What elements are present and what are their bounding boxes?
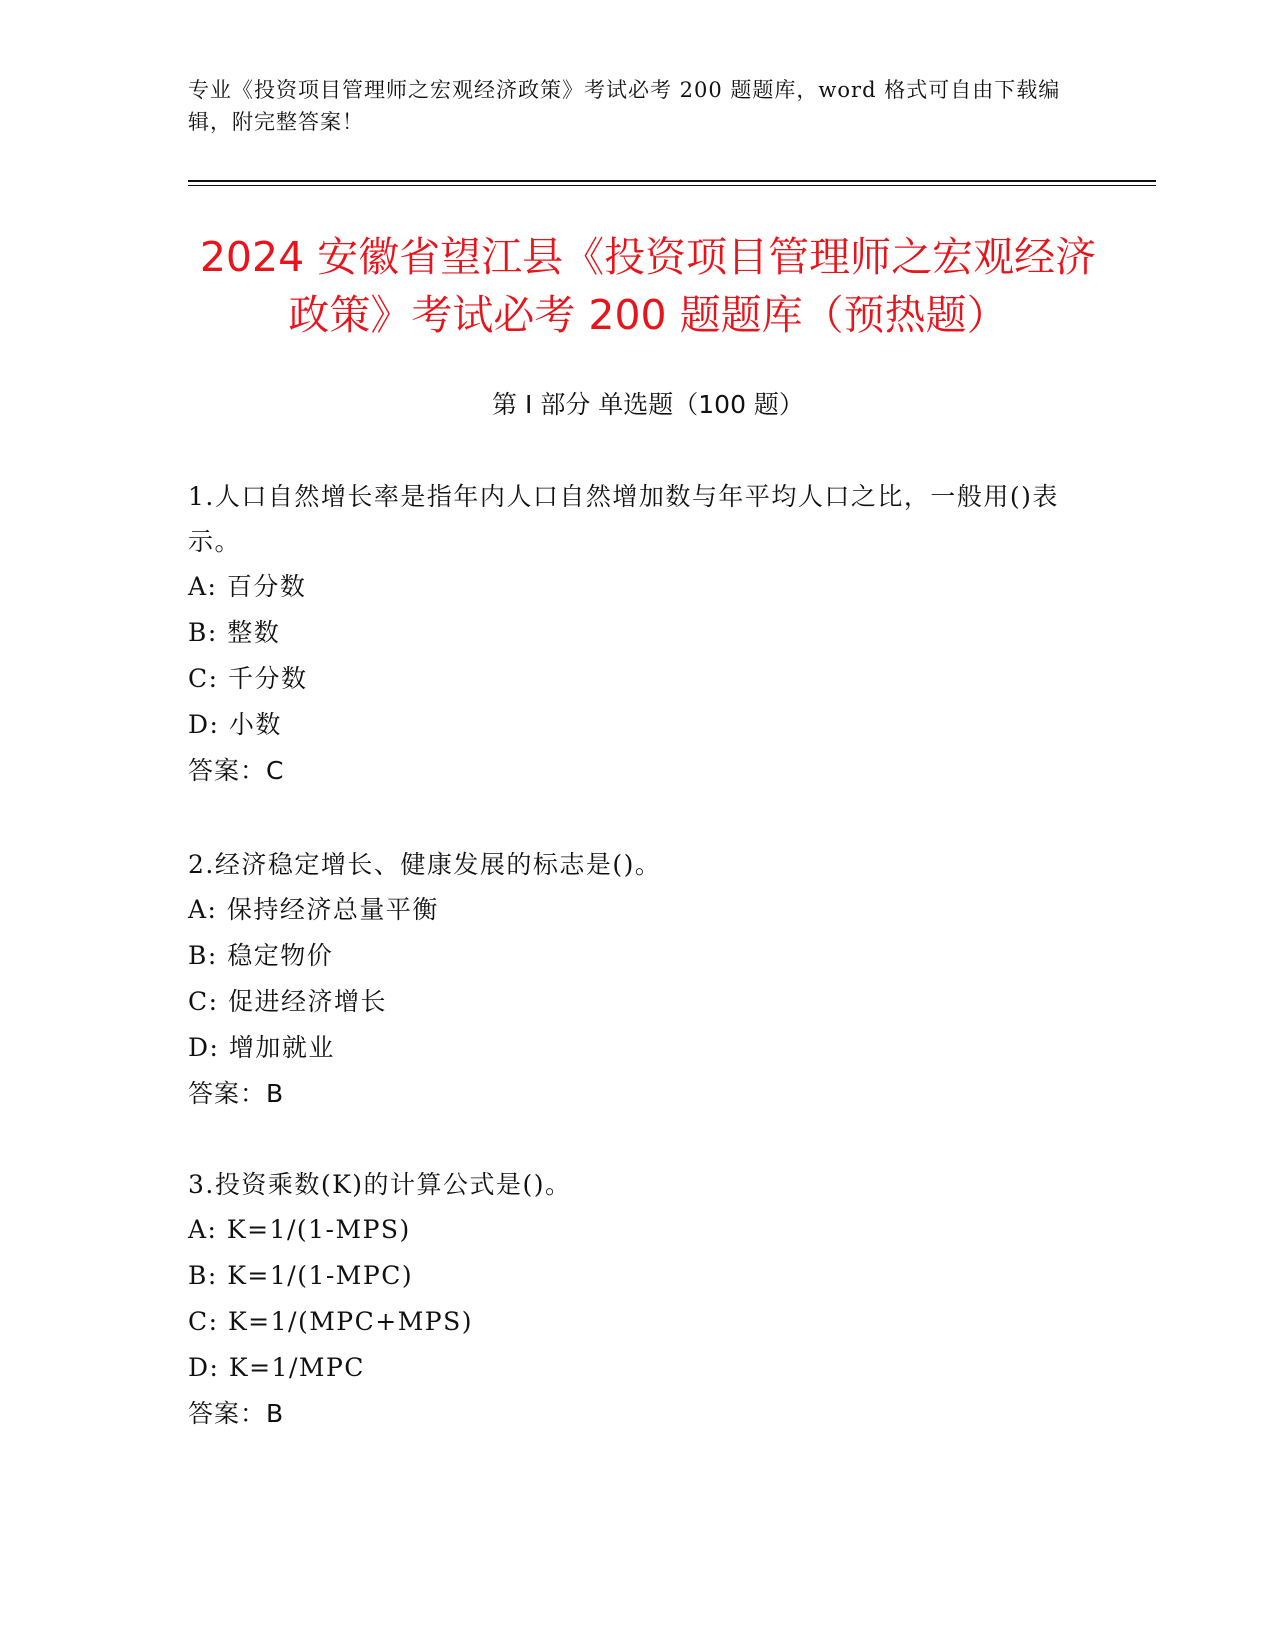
answer-line: 答案：B (188, 1399, 285, 1428)
option-b: B: K=1/(1-MPC) (188, 1261, 414, 1290)
option-c: C: 千分数 (188, 664, 308, 693)
option-a: A: K=1/(1-MPS) (188, 1215, 411, 1244)
option-c: C: 促进经济增长 (188, 987, 387, 1016)
answer-line: 答案：B (188, 1079, 285, 1108)
question-block (188, 842, 1088, 1117)
header-divider-thick (188, 180, 1156, 182)
question-stem: 3.投资乘数(K)的计算公式是()。 (188, 1170, 572, 1199)
question-block (188, 474, 1088, 794)
question-block (188, 1162, 1088, 1437)
option-a: A: 百分数 (188, 572, 307, 601)
header-divider-thin (188, 185, 1156, 186)
question-stem: 2.经济稳定增长、健康发展的标志是()。 (188, 850, 662, 879)
option-d: D: 小数 (188, 710, 282, 739)
answer-line: 答案：C (188, 756, 285, 785)
option-d: D: K=1/MPC (188, 1353, 365, 1382)
option-c: C: K=1/(MPC+MPS) (188, 1307, 473, 1336)
document-title: 2024 安徽省望江县《投资项目管理师之宏观经济政策》考试必考 200 题题库（预热题） (199, 233, 1097, 339)
question-stem: 1.人口自然增长率是指年内人口自然增加数与年平均人口之比，一般用()表示。 (188, 482, 1059, 556)
option-d: D: 增加就业 (188, 1033, 335, 1062)
section-title: 第 I 部分 单选题（100 题） (492, 390, 804, 419)
option-a: A: 保持经济总量平衡 (188, 895, 439, 924)
header-note: 专业《投资项目管理师之宏观经济政策》考试必考 200 题题库，word 格式可自由下载编辑，附完整答案！ (188, 78, 1061, 134)
option-b: B: 整数 (188, 618, 281, 647)
option-b: B: 稳定物价 (188, 941, 334, 970)
